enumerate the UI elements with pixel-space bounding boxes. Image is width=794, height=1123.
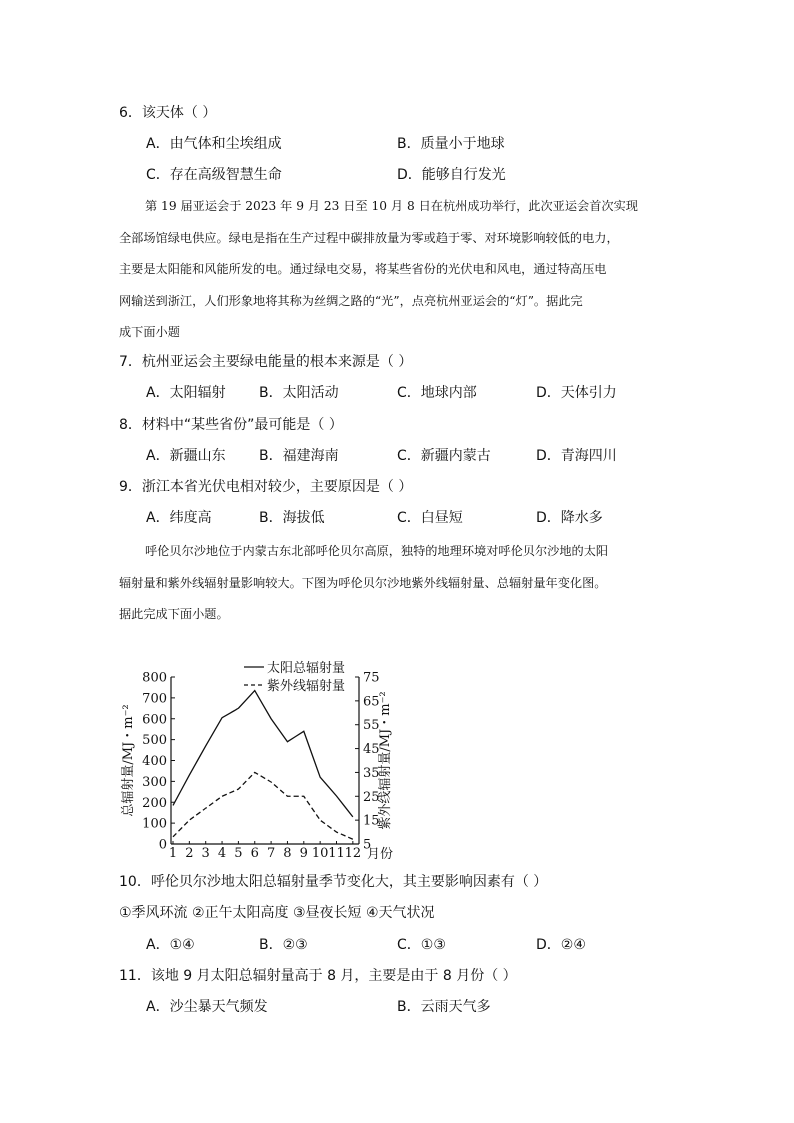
x-tick-label: 6 <box>250 846 259 861</box>
y-right-tick-label: 75 <box>363 670 380 686</box>
y-right-tick-label: 5 <box>363 837 372 853</box>
passage-line: 成下面小题 <box>119 325 180 339</box>
q9-option-a: A．纬度高 <box>146 510 212 526</box>
legend-uv-label: 紫外线辐射量 <box>267 679 346 694</box>
passage-line: 据此完成下面小题。 <box>119 607 229 621</box>
q8-option-b: B．福建海南 <box>259 448 339 464</box>
q7-option-d: D．天体引力 <box>536 385 617 401</box>
y-right-tick-label: 15 <box>363 813 380 829</box>
x-tick-label: 9 <box>299 846 308 861</box>
y-right-tick-label: 65 <box>363 694 380 710</box>
passage-line: 第 19 届亚运会于 2023 年 9 月 23 日至 10 月 8 日在杭州成功举行，此次亚运会首次实现 <box>145 199 638 213</box>
y-right-tick-label: 55 <box>363 718 380 734</box>
q8-option-c: C．新疆内蒙古 <box>397 448 491 464</box>
y-right-tick-label: 35 <box>363 765 380 781</box>
passage-line: 全部场馆绿电供应。绿电是指在生产过程中碳排放量为零或趋于零、对环境影响较低的电力， <box>119 230 619 245</box>
q10-option-c: C．①③ <box>397 937 446 953</box>
q6-option-c: C．存在高级智慧生命 <box>146 167 282 183</box>
q9-stem: 9．浙江本省光伏电相对较少，主要原因是（ ） <box>119 479 413 495</box>
q7-option-c: C．地球内部 <box>397 385 477 401</box>
passage-line: 辐射量和紫外线辐射量影响较大。下图为呼伦贝尔沙地紫外线辐射量、总辐射量年变化图。 <box>119 575 607 590</box>
y-axis-right-label: 紫外线辐射量/MJ・m⁻² <box>378 691 393 830</box>
q6-option-b: B．质量小于地球 <box>397 136 505 152</box>
q8-stem: 8．材料中“某些省份”最可能是（ ） <box>119 417 343 433</box>
chart-axes <box>171 677 359 844</box>
q7-option-b: B．太阳活动 <box>259 385 339 401</box>
x-tick-label: 10 <box>311 846 329 861</box>
q7-option-a: A．太阳辐射 <box>146 385 226 401</box>
x-tick-label: 5 <box>234 846 243 861</box>
q6-option-a: A．由气体和尘埃组成 <box>146 136 282 152</box>
x-tick-label: 7 <box>266 846 276 861</box>
x-tick-label: 11 <box>328 846 345 861</box>
y-right-tick-label: 45 <box>363 742 380 758</box>
y-left-tick-label: 0 <box>158 837 167 853</box>
y-left-tick-label: 800 <box>142 670 167 686</box>
uv-radiation-line <box>173 772 353 839</box>
legend-total-label: 太阳总辐射量 <box>267 661 346 676</box>
passage-line: 主要是太阳能和风能所发的电。通过绿电交易，将某些省份的光伏电和风电，通过特高压电 <box>119 262 607 276</box>
y-left-tick-label: 500 <box>142 733 167 749</box>
q9-option-d: D．降水多 <box>536 510 603 526</box>
passage-hulunbuir <box>119 536 679 631</box>
x-tick-label: 12 <box>344 846 362 861</box>
q10-stem: 10．呼伦贝尔沙地太阳总辐射量季节变化大，其主要影响因素有（ ） <box>119 874 548 890</box>
passage-line: 网输送到浙江，人们形象地将其称为丝绸之路的“光”，点亮杭州亚运会的“灯”。据此完 <box>119 293 583 308</box>
q9-option-c: C．白昼短 <box>397 510 463 526</box>
q8-option-d: D．青海四川 <box>536 448 617 464</box>
radiation-chart <box>110 655 410 865</box>
y-left-tick-label: 300 <box>142 774 167 790</box>
chart-legend <box>244 660 345 694</box>
passage-line: 呼伦贝尔沙地位于内蒙古东北部呼伦贝尔高原，独特的地理环境对呼伦贝尔沙地的太阳 <box>145 544 609 558</box>
y-left-tick-label: 100 <box>142 816 167 832</box>
x-axis-label: 月份 <box>367 847 394 862</box>
q10-option-b: B．②③ <box>259 937 308 953</box>
q11-option-b: B．云雨天气多 <box>397 999 491 1015</box>
total-radiation-line <box>173 691 353 817</box>
q10-option-a: A．①④ <box>146 937 195 953</box>
q11-stem: 11．该地 9 月太阳总辐射量高于 8 月，主要是由于 8 月份（ ） <box>119 968 517 984</box>
q8-option-a: A．新疆山东 <box>146 448 226 464</box>
q11-option-a: A．沙尘暴天气频发 <box>146 999 268 1015</box>
q9-option-b: B．海拔低 <box>259 510 325 526</box>
chart-ticks <box>142 671 379 862</box>
y-left-tick-label: 400 <box>142 754 167 769</box>
x-tick-label: 8 <box>283 846 292 861</box>
x-tick-label: 1 <box>168 846 178 861</box>
chart-series <box>173 691 353 840</box>
x-tick-label: 2 <box>185 846 194 861</box>
x-tick-label: 3 <box>201 846 210 861</box>
q10-option-d: D．②④ <box>536 937 586 953</box>
q6-stem: 6．该天体（ ） <box>119 105 217 121</box>
y-axis-left-label: 总辐射量/MJ・m⁻² <box>121 704 136 817</box>
q10-factors: ①季风环流 ②正午太阳高度 ③昼夜长短 ④天气状况 <box>119 905 435 921</box>
y-left-tick-label: 600 <box>142 712 167 728</box>
q6-option-d: D．能够自行发光 <box>397 167 506 183</box>
y-left-tick-label: 700 <box>142 691 167 707</box>
x-tick-label: 4 <box>217 846 227 861</box>
y-right-tick-label: 25 <box>363 789 380 805</box>
q7-stem: 7．杭州亚运会主要绿电能量的根本来源是（ ） <box>119 354 413 370</box>
passage-asian-games <box>119 191 679 349</box>
y-left-tick-label: 200 <box>142 795 167 811</box>
